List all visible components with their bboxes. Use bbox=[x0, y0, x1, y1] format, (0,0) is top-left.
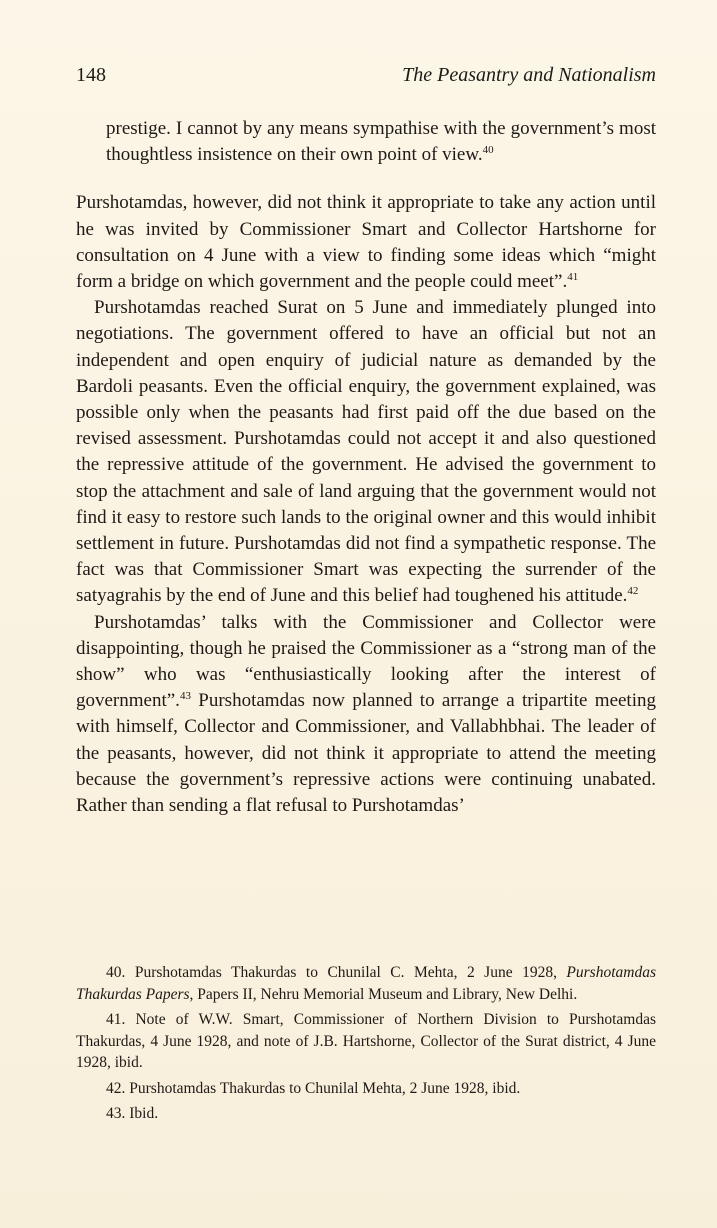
paragraph-2 bbox=[76, 295, 656, 609]
paragraph-text: Purshotamdas’ talks with the Commissioner and Collector were disappointing, though he praised the Commissioner as a “strong man of the show” who was “enthusiastically looking after the interest of government”. bbox=[76, 611, 656, 712]
quote-text: prestige. I cannot by any means sympathise with the government’s most thoughtless insistence on their own point of view. bbox=[106, 118, 656, 166]
footnote-43: 43. Ibid. bbox=[106, 1105, 159, 1122]
footnote-text: 40. Purshotamdas Thakurdas to Chunilal C. Mehta, 2 June 1928, bbox=[106, 964, 567, 981]
footnote-ref-40: 40 bbox=[482, 144, 494, 157]
paragraph-text: Purshotamdas, however, did not think it appropriate to take any action until he was invited by Commissioner Smart and Collector Hartshorne for consultation on 4 June with a view to finding some ideas which “might form a bridge on which government and the people could meet”. bbox=[76, 192, 656, 293]
paragraph-1 bbox=[76, 190, 656, 295]
footnote-ref-42: 42 bbox=[627, 585, 639, 598]
page-header bbox=[76, 64, 656, 94]
running-head: The Peasantry and Nationalism bbox=[402, 64, 656, 86]
footnote-41: 41. Note of W.W. Smart, Commissioner of Northern Division to Purshotamdas Thakurdas, 4 June 1928, and note of J.B. Hartshorne, Collector of the Surat district, 4 June 1928, ibid. bbox=[76, 1011, 656, 1071]
paragraph-text: Purshotamdas reached Surat on 5 June and immediately plunged into negotiations. The government offered to have an official but not an independent and open enquiry of judicial nature as demanded by the Bardoli peasants. Even the official enquiry, the government explained, was possible only when the peasants had first paid off the due based on the revised assessment. Purshotamdas could not accept it and also questioned the repressive attitude of the government. He advised the government to stop the attachment and sale of land arguing that the government would not find it easy to restore such lands to the original owner and this would inhibit settlement in future. Purshotamdas did not find a sympathetic response. The fact was that Commissioner Smart was expecting the surrender of the satyagrahis by the end of June and this belief had toughened his attitude. bbox=[76, 297, 656, 607]
footnote-ref-43: 43 bbox=[179, 690, 191, 703]
body-text bbox=[76, 116, 656, 819]
paragraph-3 bbox=[76, 610, 656, 820]
footnote-42: 42. Purshotamdas Thakurdas to Chunilal Mehta, 2 June 1928, ibid. bbox=[106, 1079, 521, 1097]
block-quote bbox=[106, 116, 656, 168]
footnote-italic-title: Purshotamdas Thakurdas Papers bbox=[76, 964, 656, 1003]
footnote-text-continued: , Papers II, Nehru Memorial Museum and Library, New Delhi. bbox=[189, 985, 578, 1003]
footnote-40 bbox=[76, 962, 656, 1005]
paragraph-text-continued: Purshotamdas now planned to arrange a tripartite meeting with himself, Collector and Commissioner, and Vallabhbhai. The leader of the peasants, however, did not think it appropriate to attend the meeting because the government’s repressive actions were continuing unabated. Rather than sending a flat refusal to Purshotamdas’ bbox=[76, 690, 656, 817]
footnotes bbox=[76, 962, 656, 1129]
page-number: 148 bbox=[76, 64, 106, 86]
footnote-ref-41: 41 bbox=[567, 271, 579, 284]
